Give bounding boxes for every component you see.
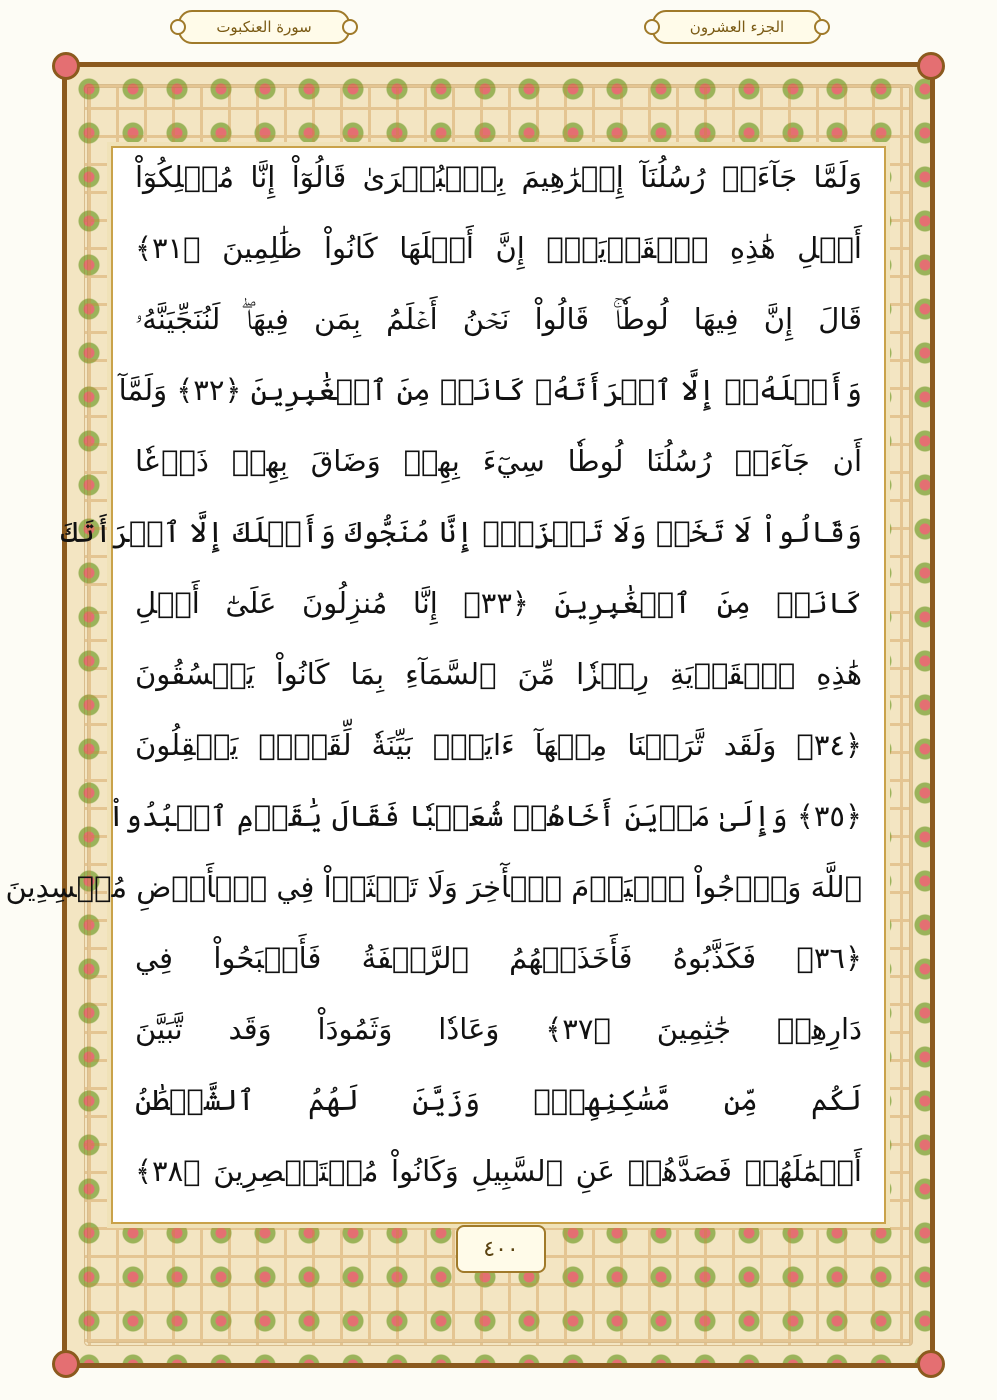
text-line: هَٰذِهِ ٱلۡقَرۡيَةِ رِجۡزٗا مِّنَ ٱلسَّمَآءِ بِمَا كَانُواْ يَفۡسُقُونَ bbox=[135, 657, 862, 691]
quran-text-panel bbox=[5, 146, 886, 1224]
text-line: ٱللَّهَ وَٱرۡجُواْ ٱلۡيَوۡمَ ٱلۡأٓخِرَ وَلَا تَعۡثَوۡاْ فِي ٱلۡأَرۡضِ مُفۡسِدِينَ bbox=[5, 870, 862, 904]
text-line: كَانَتۡ مِنَ ٱلۡغَٰبِرِينَ ﴿٣٣﴾ إِنَّا مُنزِلُونَ عَلَىٰٓ أَهۡلِ bbox=[135, 586, 862, 620]
corner-ornament-bottom-left bbox=[52, 1350, 80, 1378]
corner-ornament-top-left bbox=[52, 52, 80, 80]
text-line: أَهۡلِ هَٰذِهِ ٱلۡقَرۡيَةِۖ إِنَّ أَهۡلَهَا كَانُواْ ظَٰلِمِينَ ﴿٣١﴾ bbox=[135, 231, 862, 265]
juz-name-text: الجزء العشرون bbox=[689, 18, 785, 36]
juz-name-label bbox=[652, 10, 822, 44]
text-line: وَأَهۡلَهُۥٓ إِلَّا ٱمۡرَأَتَهُۥ كَانَتۡ مِنَ ٱلۡغَٰبِرِينَ ﴿٣٢﴾ وَلَمَّآ bbox=[118, 373, 862, 407]
corner-ornament-top-right bbox=[917, 52, 945, 80]
page-number-text: ٤٠٠ bbox=[483, 1236, 519, 1262]
page-number bbox=[456, 1225, 546, 1273]
text-line: ﴿٣٥﴾ وَإِلَىٰ مَدۡيَنَ أَخَاهُمۡ شُعَيۡبٗا فَقَالَ يَٰقَوۡمِ ٱعۡبُدُواْ bbox=[107, 799, 862, 833]
text-line: أَن جَآءَتۡ رُسُلُنَا لُوطٗا سِيٓءَ بِهِمۡ وَضَاقَ بِهِمۡ ذَرۡعٗا bbox=[135, 444, 862, 478]
text-line: قَالَ إِنَّ فِيهَا لُوطٗاۚ قَالُواْ نَحۡنُ أَعۡلَمُ بِمَن فِيهَاۖ لَنُنَجِّيَنَّهُۥ bbox=[135, 302, 862, 336]
text-line: وَقَالُواْ لَا تَخَفۡ وَلَا تَحۡزَنۡۖ إِنَّا مُنَجُّوكَ وَأَهۡلَكَ إِلَّا ٱمۡرَأَتَكَ bbox=[60, 515, 862, 549]
corner-ornament-bottom-right bbox=[917, 1350, 945, 1378]
surah-name-label bbox=[178, 10, 350, 44]
text-line: ﴿٣٤﴾ وَلَقَد تَّرَكۡنَا مِنۡهَآ ءَايَةَۢ بَيِّنَةٗ لِّقَوۡمٖ يَعۡقِلُونَ bbox=[135, 728, 862, 762]
surah-name-text: سورة العنكبوت bbox=[216, 18, 312, 36]
text-line: ﴿٣٦﴾ فَكَذَّبُوهُ فَأَخَذَتۡهُمُ ٱلرَّجۡفَةُ فَأَصۡبَحُواْ فِي bbox=[135, 941, 862, 975]
text-line: أَعۡمَٰلَهُمۡ فَصَدَّهُمۡ عَنِ ٱلسَّبِيلِ وَكَانُواْ مُسۡتَبۡصِرِينَ ﴿٣٨﴾ bbox=[135, 1154, 862, 1188]
text-line: لَكُم مِّن مَّسَٰكِنِهِمۡۖ وَزَيَّنَ لَهُمُ ٱلشَّيۡطَٰنُ bbox=[135, 1083, 862, 1117]
text-line: دَارِهِمۡ جَٰثِمِينَ ﴿٣٧﴾ وَعَادٗا وَثَمُودَاْ وَقَد تَّبَيَّنَ bbox=[135, 1012, 863, 1046]
text-line: وَلَمَّا جَآءَتۡ رُسُلُنَآ إِبۡرَٰهِيمَ بِٱلۡبُشۡرَىٰ قَالُوٓاْ إِنَّا مُهۡلِكُوٓاْ bbox=[135, 160, 862, 194]
